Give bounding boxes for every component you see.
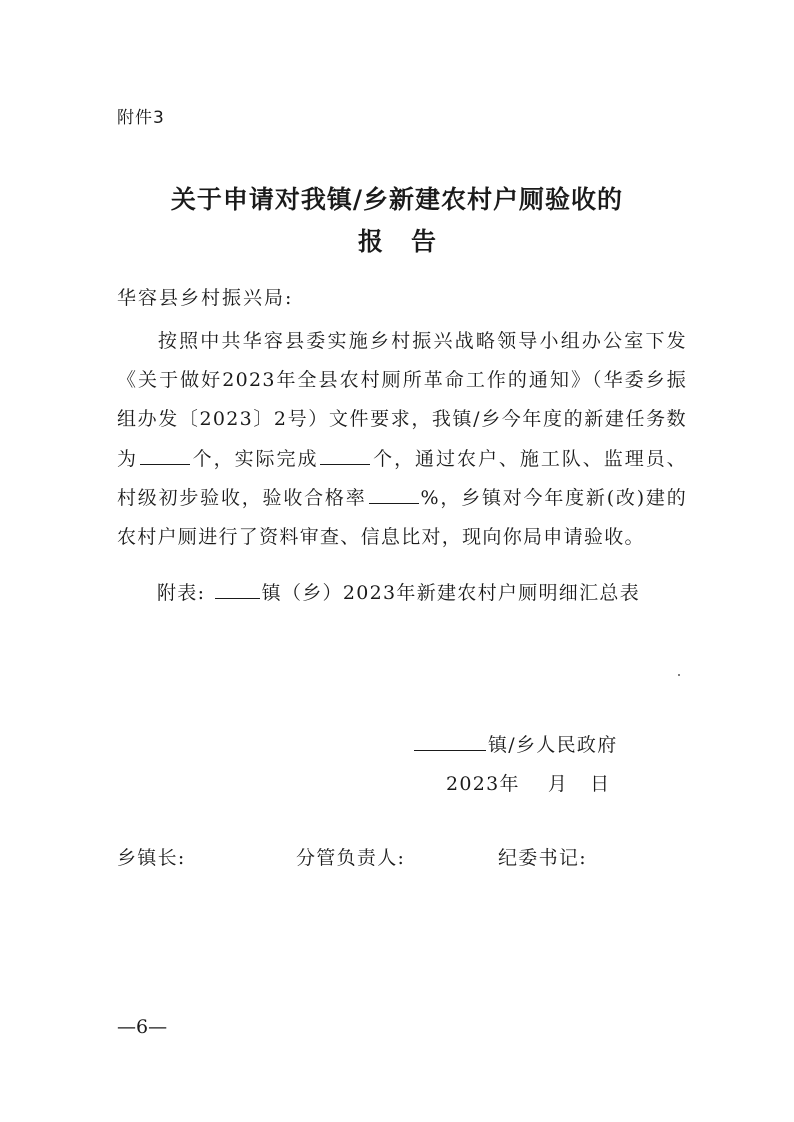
mayor-signature-label: 乡镇长:: [117, 847, 186, 869]
appendix-line: [157, 578, 640, 605]
body-text-part4: %，乡镇对今年度新(改)建的农村户厕进行了资料审查、信息比对，现向你局申请验收。: [117, 486, 687, 549]
government-name-blank: [414, 732, 486, 751]
date-year: 2023年: [446, 773, 520, 795]
date-line: [446, 769, 610, 796]
report-title-line1: 关于申请对我镇/乡新建农村户厕验收的: [170, 185, 624, 214]
completed-count-blank: [320, 446, 370, 465]
pass-rate-blank: [369, 485, 419, 504]
body-text-part3: 个，通过农户、施工队、监理员、村级初步验收，验收合格率: [117, 447, 687, 509]
government-label: 镇/乡人民政府: [488, 734, 618, 756]
government-signature-line: [412, 730, 618, 757]
appendix-suffix: 镇（乡）2023年新建农村户厕明细汇总表: [261, 582, 641, 604]
date-month: 月: [547, 773, 569, 795]
page-number: —6—: [117, 1016, 168, 1038]
town-name-blank: [215, 580, 260, 599]
stray-dot: [678, 674, 680, 676]
task-count-blank: [140, 446, 190, 465]
date-day: 日: [590, 773, 611, 795]
body-text-part2: 个，实际完成: [191, 447, 319, 470]
discipline-secretary-signature-label: 纪委书记:: [498, 847, 587, 869]
body-paragraph: [117, 322, 687, 557]
salutation: 华容县乡村振兴局:: [117, 287, 294, 309]
attachment-label: 附件3: [117, 108, 165, 128]
appendix-prefix: 附表:: [157, 582, 206, 604]
report-title-line2: 报告: [357, 227, 464, 256]
supervisor-signature-label: 分管负责人:: [296, 847, 406, 869]
body-text-part1: 按照中共华容县委实施乡村振兴战略领导小组办公室下发《关于做好2023年全县农村厕所革命工作的通知》（华委乡振组办发〔2023〕2号）文件要求，我镇/乡今年度的新建任务数为: [117, 330, 687, 470]
